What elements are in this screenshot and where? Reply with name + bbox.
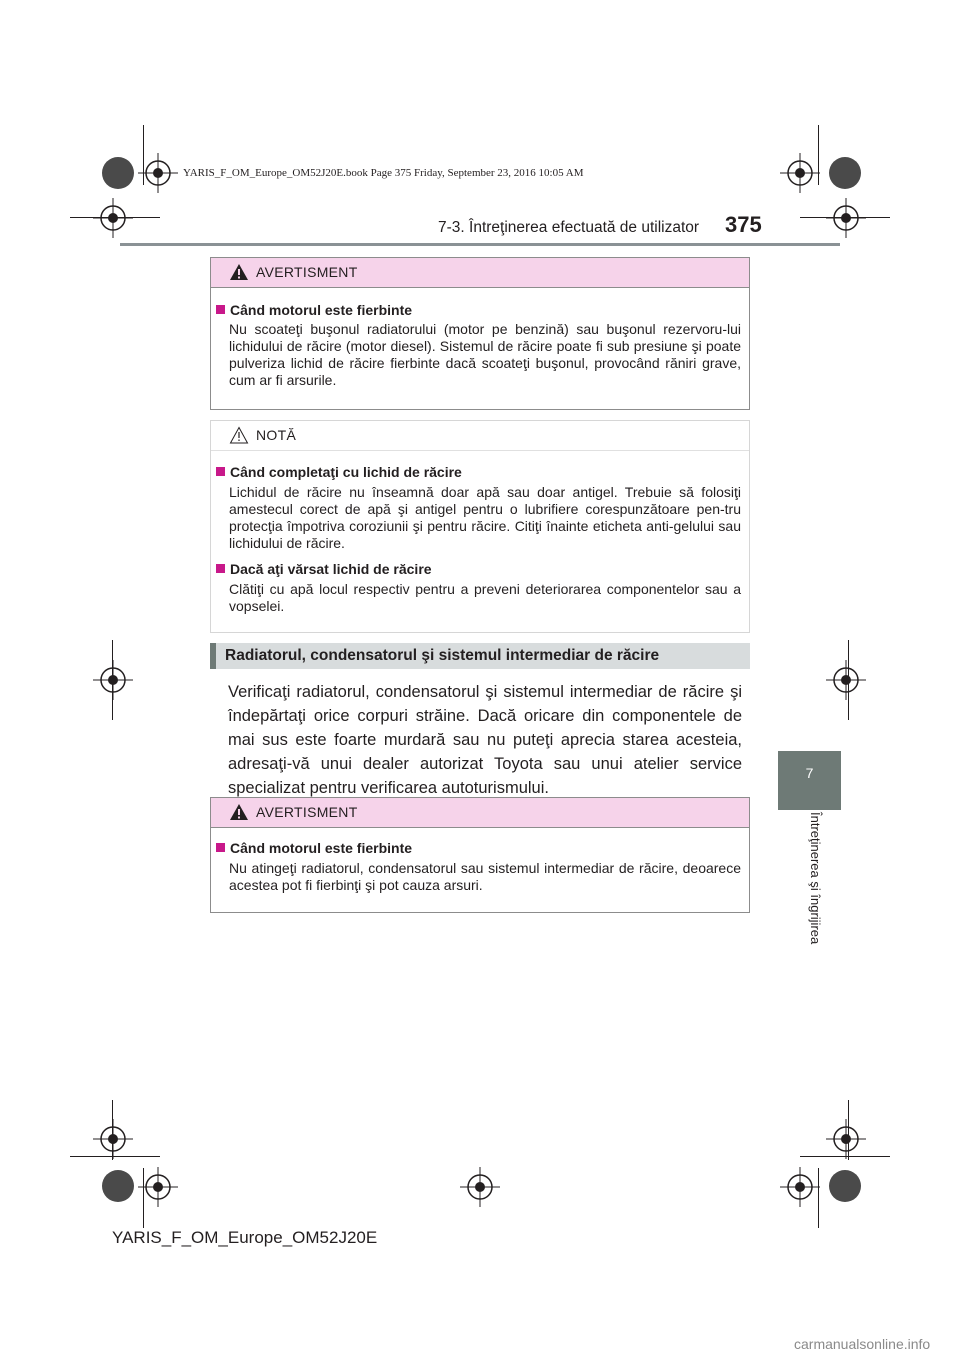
registration-mark [826,1119,866,1159]
warning-title: AVERTISMENT [256,264,358,280]
caution-triangle-icon [229,426,249,444]
section-paragraph: Verificaţi radiatorul, condensatorul şi sistemul intermediar de răcire şi îndepărtaţi orice corpuri străine. Dacă oricare din componentele de mai sus este foarte murdară sau nu puteţi aprecia starea acesteia, adresaţi-vă unui dealer autorizat Toyota sau unui atelier service specializat pentru verificarea autoturismului. [228,683,742,797]
warning-triangle-icon [229,263,249,281]
registration-mark [93,660,133,700]
warning-item-title: Când motorul este fierbinte [216,302,412,318]
warning-item-text: Nu scoateţi buşonul radiatorului (motor pe benzină) sau buşonul rezervoru-lui lichidului de răcire (motor diesel). Sistemul de răcire poate fi sub presiune şi poate pulveriza lichid de răcire fierbinte dacă scoateţi buşonul, provocând răniri grave, cum ar fi arsurile. [229,321,741,388]
starburst-mark [102,1170,134,1202]
section-header: 7-3. Întreţinerea efectuată de utilizator [438,219,700,236]
warning-triangle-icon [229,803,249,821]
registration-mark [780,1167,820,1207]
registration-mark [93,198,133,238]
starburst-mark [829,157,861,189]
warning-item-text: Nu atingeţi radiatorul, condensatorul sau sistemul intermediar de răcire, deoarece acestea pot fi fierbinţi şi pot cauza arsuri. [229,860,741,893]
warning-item-title: Când motorul este fierbinte [216,840,412,856]
bullet-square-icon [216,843,225,852]
warning-title: AVERTISMENT [256,804,358,820]
book-file-label: YARIS_F_OM_Europe_OM52J20E.book Page 375 Friday, September 23, 2016 10:05 AM [183,167,584,179]
section-heading-bar [210,643,216,669]
registration-mark [138,1167,178,1207]
chapter-number: 7 [805,765,814,781]
registration-mark [826,198,866,238]
chapter-tab [778,751,841,810]
page-number: 375 [725,212,762,237]
warning-header [211,798,749,828]
note-item-text: Lichidul de răcire nu înseamnă doar apă sau doar antigel. Trebuie să folosiţi amestecul corect de apă şi antigel pentru o lubrifiere corespunzătoare pen-tru protecţia împotriva coroziunii şi pentru răcire. Citiţi înainte eticheta anti-gelului sau lichidului de răcire. [229,484,741,551]
warning-box [210,797,750,913]
warning-box [210,257,750,410]
footer-model-code: YARIS_F_OM_Europe_OM52J20E [112,1228,378,1247]
starburst-mark [102,157,134,189]
bullet-square-icon [216,564,225,573]
chapter-label: Întreţinerea şi îngrijirea [808,812,823,945]
section-heading-band [210,643,750,669]
note-box [210,420,750,633]
note-item-title: Dacă aţi vărsat lichid de răcire [216,561,432,577]
note-item-text: Clătiţi cu apă locul respectiv pentru a preveni deteriorarea componentelor sau a vopselei. [229,581,741,614]
watermark: carmanualsonline.info [794,1336,931,1352]
bullet-square-icon [216,305,225,314]
warning-header [211,258,749,288]
registration-mark [460,1167,500,1207]
note-item-title: Când completaţi cu lichid de răcire [216,464,462,480]
note-header [211,421,749,451]
registration-mark [780,153,820,193]
section-title: Radiatorul, condensatorul şi sistemul intermediar de răcire [225,647,660,664]
header-rule [120,243,840,246]
registration-mark [93,1119,133,1159]
note-title: NOTĂ [256,427,297,443]
starburst-mark [829,1170,861,1202]
bullet-square-icon [216,467,225,476]
registration-mark [826,660,866,700]
registration-mark [138,153,178,193]
